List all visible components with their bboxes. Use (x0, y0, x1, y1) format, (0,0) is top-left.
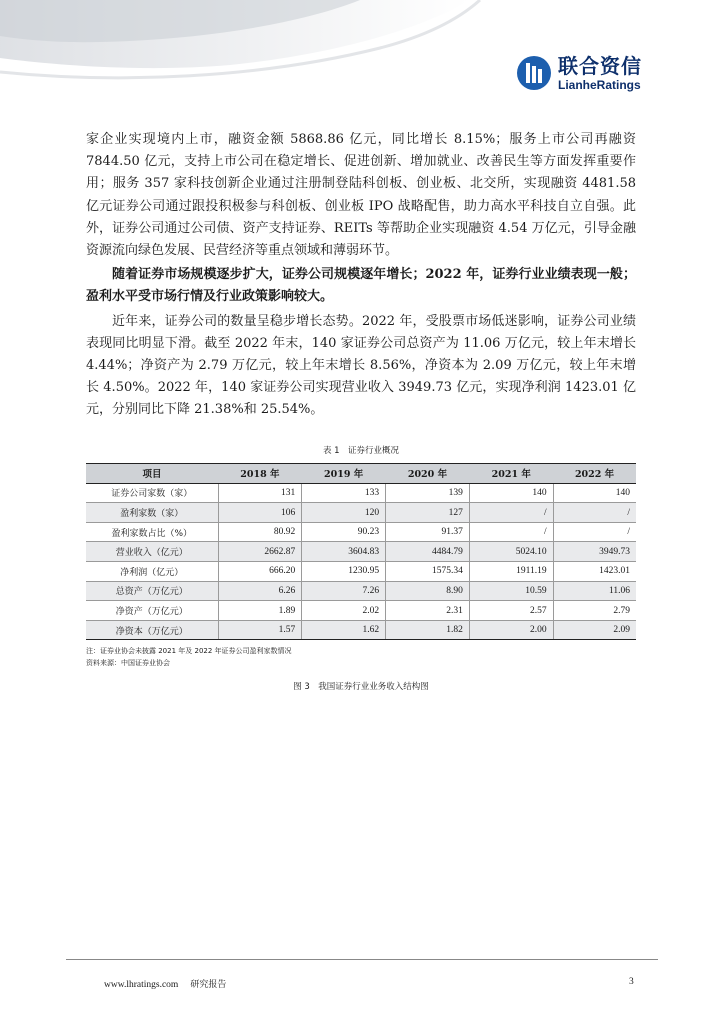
report-content (86, 129, 636, 692)
logo-chinese-text: 联合资信 (558, 53, 642, 78)
table-cell: 1575.34 (386, 562, 470, 582)
table-cell: 2662.87 (218, 542, 302, 562)
table-cell: 11.06 (553, 581, 636, 601)
table-cell: 133 (302, 483, 386, 503)
table-cell: 1230.95 (302, 562, 386, 582)
row-label: 总资产（万亿元） (86, 581, 218, 601)
paragraph-industry-overview: 近年来，证券公司的数量呈稳步增长态势。2022 年，受股票市场低迷影响，证券公司业绩表现同比明显下滑。截至 2022 年末，140 家证券公司总资产为 11.06 万亿元，较上年末增长 4.44%；净资产为 2.79 万亿元，较上年末增长 8.56%，净资本为 2.09 万亿元，较上年末增长 4.50%。2022 年，140 家证券公司实现营业收入 3949.73 亿元，实现净利润 1423.01 亿元，分别同比下降 21.38%和 25.54%。 (86, 313, 636, 418)
table-cell: 139 (386, 483, 470, 503)
table-title: 表 1 证券行业概况 (322, 445, 400, 456)
footer (104, 977, 226, 990)
table-cell: 90.23 (302, 522, 386, 542)
table-cell: 120 (302, 503, 386, 523)
table-cell: 91.37 (386, 522, 470, 542)
table-cell: / (553, 522, 636, 542)
table-header-cell: 2021 年 (469, 463, 553, 483)
table-cell: 6.26 (218, 581, 302, 601)
table-cell: 106 (218, 503, 302, 523)
table-cell: 80.92 (218, 522, 302, 542)
table-cell: 4484.79 (386, 542, 470, 562)
table-cell: 1911.19 (469, 562, 553, 582)
table-row (86, 581, 636, 601)
table-cell: 3604.83 (302, 542, 386, 562)
table-header-cell: 项目 (86, 463, 218, 483)
table-row (86, 483, 636, 503)
row-label: 净利润（亿元） (86, 562, 218, 582)
lianhe-logo-icon (516, 55, 552, 91)
industry-overview-table (86, 463, 636, 641)
footer-website-link[interactable]: www.lhratings.com (104, 980, 179, 990)
table-row (86, 503, 636, 523)
table-cell: / (469, 522, 553, 542)
table-cell: 2.09 (553, 620, 636, 640)
row-label: 营业收入（亿元） (86, 542, 218, 562)
footer-label: 研究报告 (190, 980, 227, 990)
table-note: 注：证券业协会未披露 2021 年及 2022 年证券公司盈利家数情况 (86, 647, 292, 656)
row-label: 盈利家数占比（%） (86, 522, 218, 542)
table-cell: 3949.73 (553, 542, 636, 562)
table-cell: 140 (553, 483, 636, 503)
table-cell: 8.90 (386, 581, 470, 601)
table-cell: 2.57 (469, 601, 553, 621)
table-cell: 131 (218, 483, 302, 503)
table-cell: / (553, 503, 636, 523)
table-cell: 10.59 (469, 581, 553, 601)
table-cell: 140 (469, 483, 553, 503)
table-row (86, 522, 636, 542)
figure-title: 图 3 我国证券行业业务收入结构图 (293, 682, 429, 693)
section-heading: 随着证券市场规模逐步扩大，证券公司规模逐年增长；2022 年，证券行业业绩表现一般；盈利水平受市场行情及行业政策影响较大。 (86, 267, 636, 305)
table-cell: 2.79 (553, 601, 636, 621)
table-cell: 7.26 (302, 581, 386, 601)
table-cell: 5024.10 (469, 542, 553, 562)
table-header-cell: 2019 年 (302, 463, 386, 483)
table-header-cell: 2018 年 (218, 463, 302, 483)
table-row (86, 601, 636, 621)
table-cell: 1.82 (386, 620, 470, 640)
row-label: 证券公司家数（家） (86, 483, 218, 503)
table-header-cell: 2022 年 (553, 463, 636, 483)
table-note-block (86, 645, 636, 669)
table-row (86, 562, 636, 582)
table-cell: 2.31 (386, 601, 470, 621)
paragraph-financing: 家企业实现境内上市，融资金额 5868.86 亿元，同比增长 8.15%；服务上市公司再融资 7844.50 亿元，支持上市公司在稳定增长、促进创新、增加就业、改善民生等方面发挥重要作用；服务 357 家科技创新企业通过注册制登陆科创板、创业板、北交所，实现融资 4481.58 亿元证券公司通过跟投积极参与科创板、创业板 IPO 战略配售，助力高水平科技自立自强。此外，证券公司通过公司债、资产支持证券、REITs 等帮助企业实现融资 4.54 万亿元，引导金融资源流向绿色发展、民营经济等重点领域和薄弱环节。 (86, 132, 636, 259)
table-cell: / (469, 503, 553, 523)
table-cell: 127 (386, 503, 470, 523)
table-cell: 1.62 (302, 620, 386, 640)
table-cell: 666.20 (218, 562, 302, 582)
page-number: 3 (629, 977, 634, 987)
logo-english-text: LianheRatings (558, 77, 641, 92)
table-row (86, 542, 636, 562)
row-label: 净资产（万亿元） (86, 601, 218, 621)
table-cell: 1.89 (218, 601, 302, 621)
table-cell: 1423.01 (553, 562, 636, 582)
table-cell: 1.57 (218, 620, 302, 640)
lianhe-logo (516, 55, 642, 91)
table-row (86, 620, 636, 640)
table-source: 资料来源：中国证券业协会 (86, 659, 170, 668)
table-header-cell: 2020 年 (386, 463, 470, 483)
row-label: 盈利家数（家） (86, 503, 218, 523)
table-cell: 2.02 (302, 601, 386, 621)
table-header-row (86, 463, 636, 483)
row-label: 净资本（万亿元） (86, 620, 218, 640)
footer-divider (66, 959, 658, 960)
table-cell: 2.00 (469, 620, 553, 640)
